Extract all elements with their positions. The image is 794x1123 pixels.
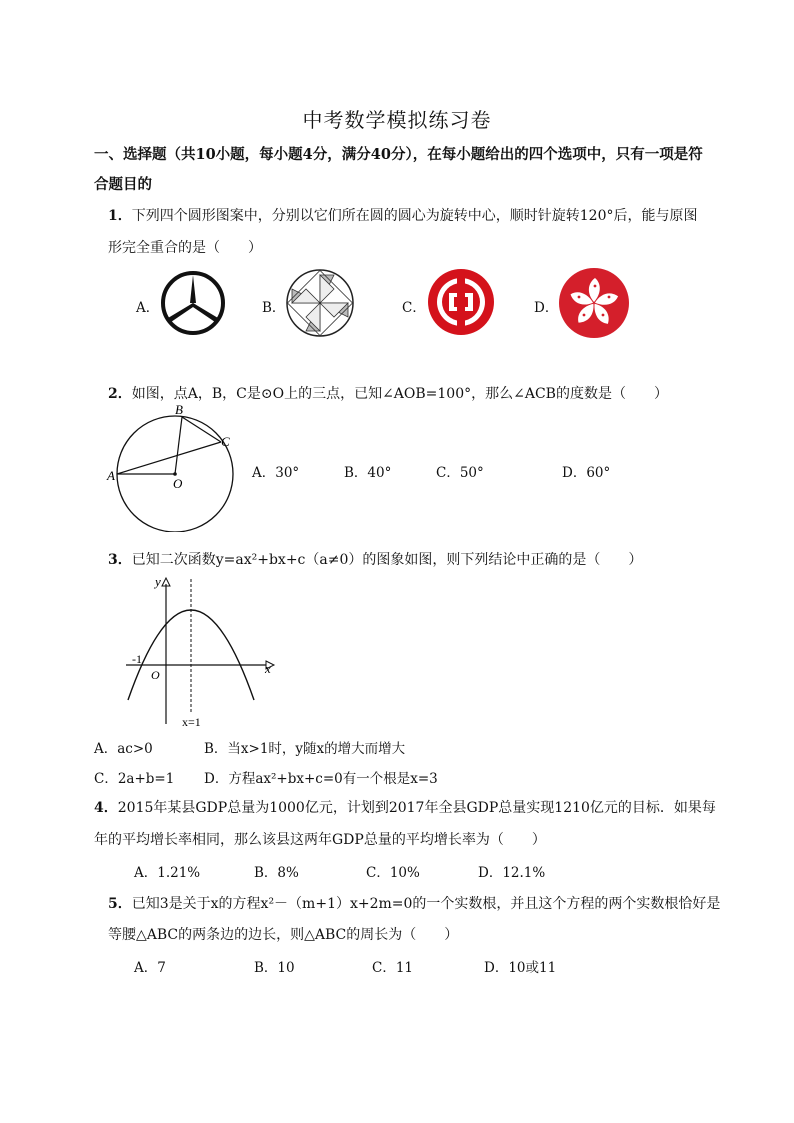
- q1-figure-a-star-logo: [158, 268, 228, 338]
- question-1-number: 1．: [108, 208, 132, 224]
- q2-circle-figure: [104, 404, 244, 532]
- question-2-text: 如图，点A，B，C是⊙O上的三点，已知∠AOB=100°，那么∠ACB的度数是（ ）: [131, 386, 668, 402]
- q4-option-d: D．12.1%: [478, 865, 546, 881]
- question-4-line2: 年的平均增长率相同，那么该县这两年GDP总量的平均增长率为（ ）: [94, 832, 546, 848]
- question-4-text: 2015年某县GDP总量为1000亿元，计划到2017年全县GDP总量实现1210亿元的目标．如果每: [117, 800, 716, 816]
- symmetry-axis-label: x=1: [182, 715, 201, 729]
- q3-option-c: C．2a+b=1: [94, 771, 175, 787]
- q3-option-d: D．方程ax²+bx+c=0有一个根是x=3: [204, 771, 438, 787]
- q4-option-c: C．10%: [366, 865, 420, 881]
- origin-label: O: [151, 668, 160, 682]
- q5-option-c: C．11: [372, 960, 414, 976]
- question-2-line: [108, 383, 668, 403]
- point-c-label: C: [221, 434, 230, 449]
- question-2-number: 2．: [108, 386, 132, 402]
- q3-option-a: A．ac>0: [94, 741, 153, 757]
- point-o-label: O: [173, 476, 183, 491]
- question-5-text: 已知3是关于x的方程x²－（m+1）x+2m=0的一个实数根，并且这个方程的两个实数根恰好是: [131, 896, 721, 912]
- q3-option-b: B．当x>1时，y随x的增大而增大: [204, 741, 406, 757]
- question-1-line2: 形完全重合的是（ ）: [108, 240, 262, 256]
- question-4-line1: [94, 797, 716, 817]
- q5-option-b: B．10: [254, 960, 295, 976]
- question-5-line2: 等腰△ABC的两条边的边长，则△ABC的周长为（ ）: [108, 927, 459, 943]
- q2-option-b: B．40°: [344, 465, 392, 481]
- question-5-number: 5．: [108, 896, 132, 912]
- q1-option-c-label: C．: [402, 300, 426, 316]
- section-heading-line1: 一、选择题（共10小题，每小题4分，满分40分），在每小题给出的四个选项中，只有一项是符: [94, 146, 703, 163]
- question-1-line1: [108, 205, 697, 225]
- q1-figure-b-pinwheel: [283, 266, 357, 340]
- question-5-line1: [108, 893, 720, 913]
- q1-figure-d-bauhinia: [557, 266, 631, 340]
- q1-option-d-label: D．: [534, 300, 559, 316]
- question-1-text: 下列四个圆形图案中，分别以它们所在圆的圆心为旋转中心，顺时针旋转120°后，能与原图: [131, 208, 698, 224]
- q4-option-b: B．8%: [254, 865, 299, 881]
- point-a-label: A: [107, 468, 115, 483]
- question-3-text: 已知二次函数y=ax²+bx+c（a≠0）的图象如图，则下列结论中正确的是（ ）: [131, 552, 643, 568]
- q2-option-d: D．60°: [562, 465, 611, 481]
- question-4-number: 4．: [94, 800, 118, 816]
- q4-option-a: A．1.21%: [134, 865, 201, 881]
- neg-one-label: -1: [132, 652, 142, 666]
- q5-option-d: D．10或11: [484, 960, 557, 976]
- q1-option-b-label: B．: [262, 300, 286, 316]
- y-axis-label: y: [155, 574, 161, 589]
- section-heading-line2: 合题目的: [94, 176, 152, 193]
- point-b-label: B: [175, 404, 183, 417]
- x-axis-label: x: [265, 661, 271, 676]
- q1-option-a-label: A．: [136, 300, 160, 316]
- q2-option-a: A．30°: [252, 465, 300, 481]
- question-3-line: [108, 549, 642, 569]
- page-title: 中考数学模拟练习卷: [302, 108, 492, 132]
- q5-option-a: A．7: [134, 960, 166, 976]
- section-heading: [94, 140, 714, 200]
- question-3-number: 3．: [108, 552, 132, 568]
- q3-parabola-graph: [118, 574, 278, 730]
- q2-option-c: C．50°: [436, 465, 484, 481]
- q1-figure-c-red-logo: [425, 266, 497, 338]
